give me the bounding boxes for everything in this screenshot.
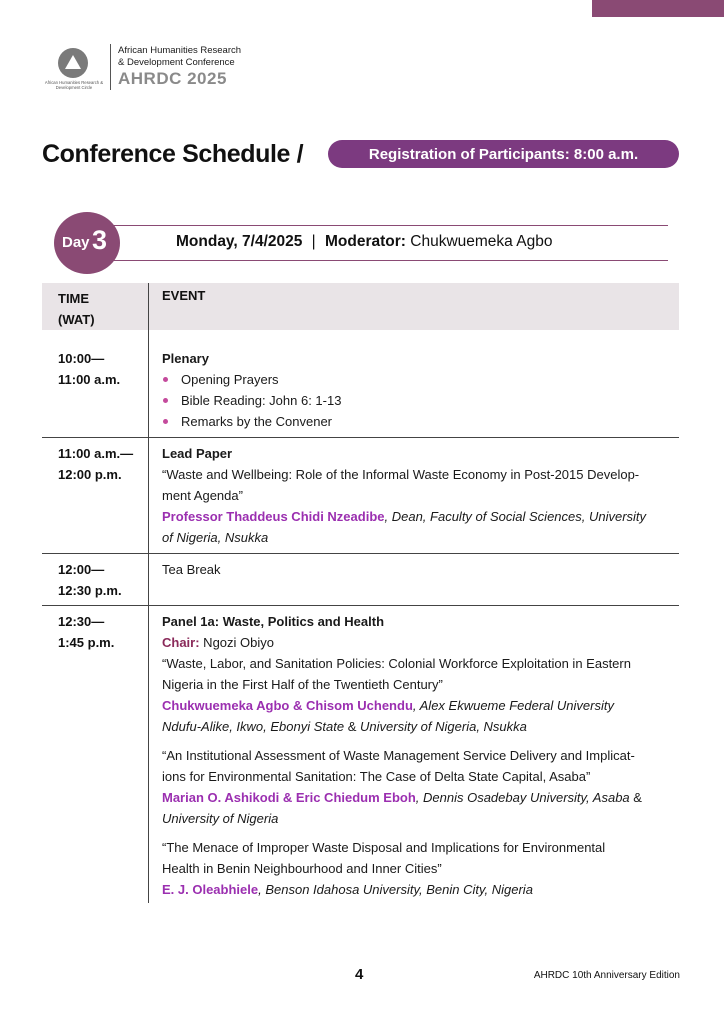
row-2-event [162,443,679,548]
event-title: Plenary [162,351,209,366]
top-accent-bar [592,0,724,17]
row-divider [42,437,679,438]
moderator-name: Chukwuemeka Agbo [410,233,553,250]
list-item: Bible Reading: John 6: 1-13 [162,390,679,411]
time-end: 12:00 p.m. [58,467,122,482]
day-banner-bottom-rule [110,260,668,261]
paper-title-line: “Waste, Labor, and Sanitation Policies: Colonial Workforce Exploitation in Eastern [162,656,631,671]
author-line [162,695,679,716]
time-end: 11:00 a.m. [58,372,121,387]
author-name: E. J. Oleabhiele [162,882,259,897]
day-banner-top-rule [110,225,668,226]
time-start: 11:00 a.m.— [58,446,134,461]
author-line [162,506,679,527]
org-name-line-2: & Development Conference [118,57,235,68]
page-title: Conference Schedule / [42,140,304,168]
author-name: Professor Thaddeus Chidi Nzeadibe [162,509,385,524]
time-start: 12:30— [58,614,105,629]
chair-label: Chair: [162,635,200,650]
column-divider [148,283,149,903]
event-title: Lead Paper [162,446,233,461]
day-badge [54,212,120,274]
list-item: Remarks by the Convener [162,411,679,432]
row-1-time [58,348,120,390]
list-item: Opening Prayers [162,369,679,390]
table-header [42,283,679,330]
edition-label: AHRDC 10th Anniversary Edition [533,970,680,981]
day-separator: | [311,233,316,250]
author-affiliation: , Dean, Faculty of Social Sciences, University [384,509,647,524]
author-line [162,879,679,900]
affiliation-ampersand: & [344,719,360,734]
event-column-header: EVENT [162,288,206,303]
day-number: 3 [92,225,108,255]
paper-title-line: “The Menace of Improper Waste Disposal and Implications for Environmental [162,840,606,855]
author-affiliation: , Dennis Osadebay University, Asaba [415,790,630,805]
author-affiliation: University of Nigeria [162,811,279,826]
logo-caption: African Humanities Research & Development Circle [44,80,104,90]
author-affiliation: Ndufu-Alike, Ikwo, Ebonyi State [162,719,345,734]
event-title: Tea Break [162,562,221,577]
row-1-event [162,348,679,432]
panel-title: Panel 1a: Waste, Politics and Health [162,614,385,629]
paper-title-line: “An Institutional Assessment of Waste Management Service Delivery and Implicat- [162,748,635,763]
paper-title-line: ions for Environmental Sanitation: The Case of Delta State Capital, Asaba” [162,769,591,784]
paper-title-line: ment Agenda” [162,488,243,503]
day-label: Day [62,234,90,251]
time-header-label: TIME [58,291,90,306]
author-name: Marian O. Ashikodi & Eric Chiedum Eboh [162,790,416,805]
time-zone-label: (WAT) [58,312,95,327]
row-2-time [58,443,133,485]
org-name-line-1: African Humanities Research [118,45,242,56]
time-start: 10:00— [58,351,105,366]
day-info [176,233,552,251]
affiliation-ampersand: & [629,790,642,805]
row-divider [42,605,679,606]
row-4-time [58,611,114,653]
paper-title-line: Nigeria in the First Half of the Twentieth Century” [162,677,443,692]
chair-line [162,632,679,653]
header-divider [110,44,111,90]
author-line [162,787,679,808]
day-date: Monday, 7/4/2025 [176,233,303,250]
ahrdc-logo [44,44,104,94]
paper-title-line: “Waste and Wellbeing: Role of the Informal Waste Economy in Post-2015 Develop- [162,467,640,482]
author-name: Chukwuemeka Agbo & Chisom Uchendu [162,698,413,713]
org-abbreviation: AHRDC 2025 [118,69,227,88]
page-number: 4 [355,966,364,983]
row-3-time [58,559,122,601]
author-affiliation: , Alex Ekwueme Federal University [412,698,614,713]
time-end: 12:30 p.m. [58,583,122,598]
logo-emblem-icon [58,48,88,78]
time-column-header [58,288,95,330]
paper-title-line: Health in Benin Neighbourhood and Inner Cities” [162,861,442,876]
row-divider [42,553,679,554]
author-affiliation: of Nigeria, Nsukka [162,530,269,545]
time-end: 1:45 p.m. [58,635,115,650]
moderator-label: Moderator: [325,233,406,250]
author-affiliation: , Benson Idahosa University, Benin City, Nigeria [258,882,533,897]
author-affiliation-line [162,716,679,737]
registration-badge: Registration of Participants: 8:00 a.m. [328,140,679,168]
row-3-event [162,559,679,580]
chair-name: Ngozi Obiyo [199,635,274,650]
author-affiliation: University of Nigeria, Nsukka [360,719,527,734]
time-start: 12:00— [58,562,105,577]
row-4-event [162,611,679,900]
